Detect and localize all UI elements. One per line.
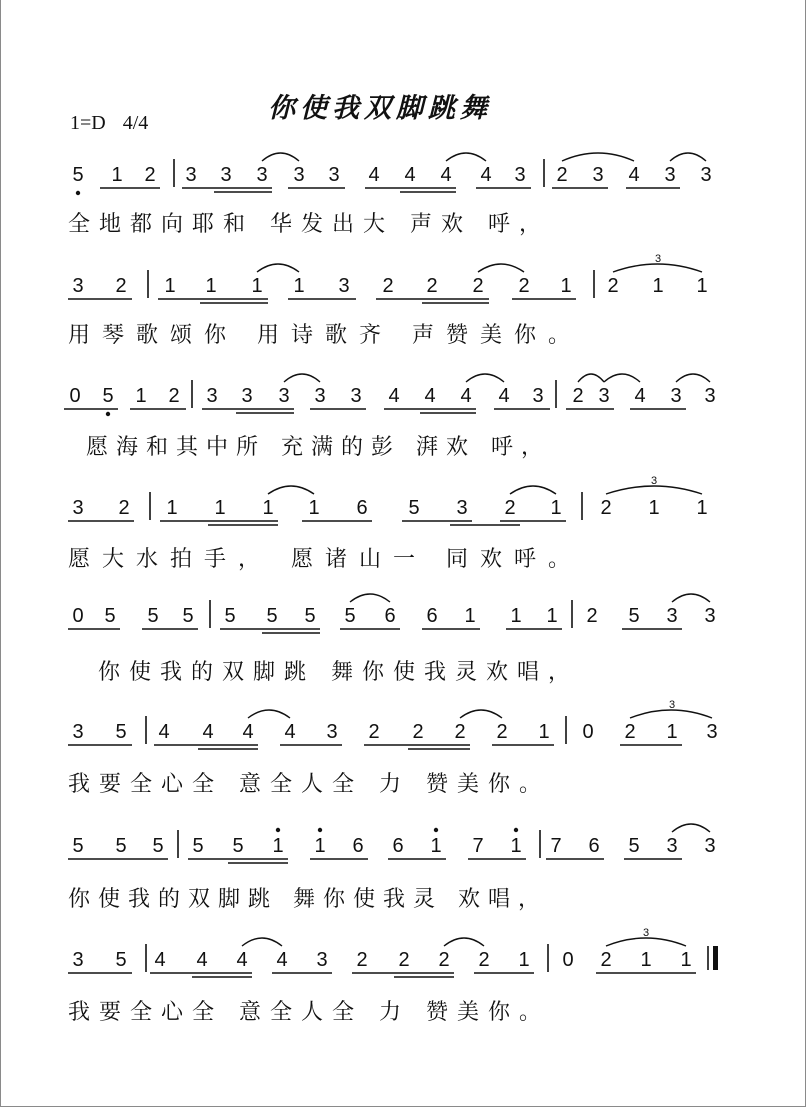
tie-slur xyxy=(242,938,282,946)
note: 5 xyxy=(152,835,164,857)
note: 3 xyxy=(72,275,84,297)
note: 3 xyxy=(456,497,468,519)
note: 6 xyxy=(356,497,368,519)
tie-slur xyxy=(350,594,390,602)
note: 2 xyxy=(478,949,490,971)
note: 5 xyxy=(192,835,204,857)
note: 1 xyxy=(314,835,326,857)
note: 1 xyxy=(640,949,652,971)
note: 3 xyxy=(316,949,328,971)
note: 2 xyxy=(368,721,380,743)
note: 3 xyxy=(532,385,544,407)
note: 1 xyxy=(518,949,530,971)
tie-slur xyxy=(562,153,634,161)
note: 5 xyxy=(224,605,236,627)
note: 0 xyxy=(582,721,594,743)
triplet-mark: 3 xyxy=(642,927,650,939)
note: 3 xyxy=(706,721,718,743)
tie-slur xyxy=(676,374,710,382)
note: 4 xyxy=(196,949,208,971)
note: 1 xyxy=(308,497,320,519)
note: 2 xyxy=(496,721,508,743)
note: 5 xyxy=(408,497,420,519)
note: 5 xyxy=(628,835,640,857)
note: 2 xyxy=(115,275,127,297)
note: 6 xyxy=(384,605,396,627)
note: 5 xyxy=(115,835,127,857)
note: 3 xyxy=(293,164,305,186)
note: 3 xyxy=(598,385,610,407)
note: 4 xyxy=(284,721,296,743)
note: 4 xyxy=(460,385,472,407)
triplet-mark: 3 xyxy=(650,475,658,487)
note: 6 xyxy=(426,605,438,627)
tie-slur xyxy=(606,486,702,494)
note: 2 xyxy=(412,721,424,743)
note: 2 xyxy=(168,385,180,407)
lyric-line-8: 我要全心全 意全人全 力 赞美你。 xyxy=(68,1000,550,1025)
octave-dot-above xyxy=(276,828,280,832)
note: 2 xyxy=(518,275,530,297)
lyric-line-2: 用琴歌颂你 用诗歌齐 声赞美你。 xyxy=(68,323,582,348)
note: 3 xyxy=(278,385,290,407)
note: 5 xyxy=(232,835,244,857)
note: 5 xyxy=(115,949,127,971)
lyric-line-4: 愿大水拍手， 愿诸山一 同欢呼。 xyxy=(68,547,582,572)
note: 2 xyxy=(586,605,598,627)
note: 1 xyxy=(272,835,284,857)
note: 1 xyxy=(510,605,522,627)
note: 4 xyxy=(404,164,416,186)
tie-slur xyxy=(672,824,710,832)
note: 1 xyxy=(135,385,147,407)
tie-slur xyxy=(510,486,556,494)
note: 3 xyxy=(241,385,253,407)
note: 6 xyxy=(392,835,404,857)
note: 1 xyxy=(205,275,217,297)
note: 5 xyxy=(182,605,194,627)
tie-slur xyxy=(460,710,502,718)
triplet-mark: 3 xyxy=(654,253,662,265)
note: 2 xyxy=(382,275,394,297)
tie-slur xyxy=(257,264,299,272)
note: 3 xyxy=(704,835,716,857)
note: 2 xyxy=(624,721,636,743)
note: 4 xyxy=(368,164,380,186)
note: 3 xyxy=(338,275,350,297)
note: 3 xyxy=(185,164,197,186)
note: 2 xyxy=(426,275,438,297)
note: 2 xyxy=(356,949,368,971)
tie-slur xyxy=(604,374,640,382)
note: 1 xyxy=(546,605,558,627)
final-barline-thick xyxy=(713,946,718,970)
note: 3 xyxy=(666,835,678,857)
triplet-mark: 3 xyxy=(668,699,676,711)
note: 1 xyxy=(510,835,522,857)
note: 4 xyxy=(628,164,640,186)
key-signature: 1=D 4/4 xyxy=(70,112,149,134)
tie-slur xyxy=(578,374,604,382)
note: 5 xyxy=(147,605,159,627)
octave-dot-below xyxy=(76,191,80,195)
note: 4 xyxy=(498,385,510,407)
note: 4 xyxy=(242,721,254,743)
lyric-line-6: 我要全心全 意全人全 力 赞美你。 xyxy=(68,772,550,797)
octave-dot-above xyxy=(434,828,438,832)
note: 4 xyxy=(440,164,452,186)
tie-slur xyxy=(262,153,299,161)
note: 1 xyxy=(652,275,664,297)
note: 0 xyxy=(69,385,81,407)
note: 3 xyxy=(314,385,326,407)
note: 4 xyxy=(388,385,400,407)
note: 2 xyxy=(572,385,584,407)
note: 3 xyxy=(350,385,362,407)
tie-slur xyxy=(446,153,486,161)
note: 7 xyxy=(550,835,562,857)
note: 5 xyxy=(104,605,116,627)
note: 1 xyxy=(464,605,476,627)
note: 3 xyxy=(592,164,604,186)
note: 3 xyxy=(666,605,678,627)
note: 5 xyxy=(102,385,114,407)
note: 3 xyxy=(328,164,340,186)
note: 4 xyxy=(480,164,492,186)
note: 2 xyxy=(472,275,484,297)
note: 6 xyxy=(588,835,600,857)
note: 5 xyxy=(344,605,356,627)
tie-slur xyxy=(672,594,710,602)
note: 1 xyxy=(430,835,442,857)
note: 4 xyxy=(236,949,248,971)
note: 4 xyxy=(154,949,166,971)
octave-dot-below xyxy=(106,412,110,416)
tie-slur xyxy=(606,938,686,946)
note: 1 xyxy=(696,497,708,519)
octave-dot-above xyxy=(318,828,322,832)
note: 1 xyxy=(164,275,176,297)
note: 4 xyxy=(424,385,436,407)
note: 1 xyxy=(262,497,274,519)
note: 4 xyxy=(634,385,646,407)
tie-slur xyxy=(268,486,314,494)
note: 3 xyxy=(664,164,676,186)
note: 3 xyxy=(700,164,712,186)
note: 3 xyxy=(72,721,84,743)
note: 3 xyxy=(326,721,338,743)
note: 0 xyxy=(562,949,574,971)
note: 5 xyxy=(72,835,84,857)
note: 3 xyxy=(72,949,84,971)
tie-slur xyxy=(478,264,524,272)
note: 1 xyxy=(166,497,178,519)
note: 3 xyxy=(220,164,232,186)
note: 4 xyxy=(158,721,170,743)
note: 4 xyxy=(202,721,214,743)
note: 3 xyxy=(72,497,84,519)
note: 1 xyxy=(560,275,572,297)
lyric-line-5: 你使我的双脚跳 舞你使我灵欢唱， xyxy=(98,660,579,685)
lyric-line-3: 愿海和其中所 充满的彭 湃欢 呼， xyxy=(86,435,551,460)
note: 5 xyxy=(628,605,640,627)
note: 2 xyxy=(118,497,130,519)
note: 1 xyxy=(550,497,562,519)
note: 2 xyxy=(607,275,619,297)
note: 1 xyxy=(251,275,263,297)
note: 2 xyxy=(144,164,156,186)
note: 3 xyxy=(514,164,526,186)
note: 1 xyxy=(111,164,123,186)
note: 6 xyxy=(352,835,364,857)
note: 5 xyxy=(72,164,84,186)
note: 1 xyxy=(293,275,305,297)
note: 2 xyxy=(398,949,410,971)
note: 1 xyxy=(696,275,708,297)
note: 3 xyxy=(256,164,268,186)
note: 1 xyxy=(648,497,660,519)
lyric-line-1: 全地都向耶和 华发出大 声欢 呼， xyxy=(68,212,550,237)
note: 0 xyxy=(72,605,84,627)
note: 3 xyxy=(206,385,218,407)
note: 7 xyxy=(472,835,484,857)
note: 2 xyxy=(600,497,612,519)
note: 3 xyxy=(704,385,716,407)
tie-slur xyxy=(466,374,504,382)
song-title: 你使我双脚跳舞 xyxy=(268,93,492,124)
note: 5 xyxy=(266,605,278,627)
note: 4 xyxy=(276,949,288,971)
tie-slur xyxy=(284,374,320,382)
note: 5 xyxy=(304,605,316,627)
tie-slur xyxy=(248,710,290,718)
tie-slur xyxy=(630,710,712,718)
tie-slur xyxy=(444,938,484,946)
note: 2 xyxy=(504,497,516,519)
note: 1 xyxy=(538,721,550,743)
lyric-line-7: 你使我的双脚跳 舞你使我灵 欢唱， xyxy=(68,887,548,912)
octave-dot-above xyxy=(514,828,518,832)
note: 1 xyxy=(214,497,226,519)
tie-slur xyxy=(613,264,702,272)
note: 3 xyxy=(670,385,682,407)
note: 1 xyxy=(680,949,692,971)
tie-slur xyxy=(670,153,706,161)
note: 3 xyxy=(704,605,716,627)
note: 2 xyxy=(556,164,568,186)
note: 5 xyxy=(115,721,127,743)
note: 2 xyxy=(600,949,612,971)
note: 2 xyxy=(454,721,466,743)
note: 1 xyxy=(666,721,678,743)
note: 2 xyxy=(438,949,450,971)
